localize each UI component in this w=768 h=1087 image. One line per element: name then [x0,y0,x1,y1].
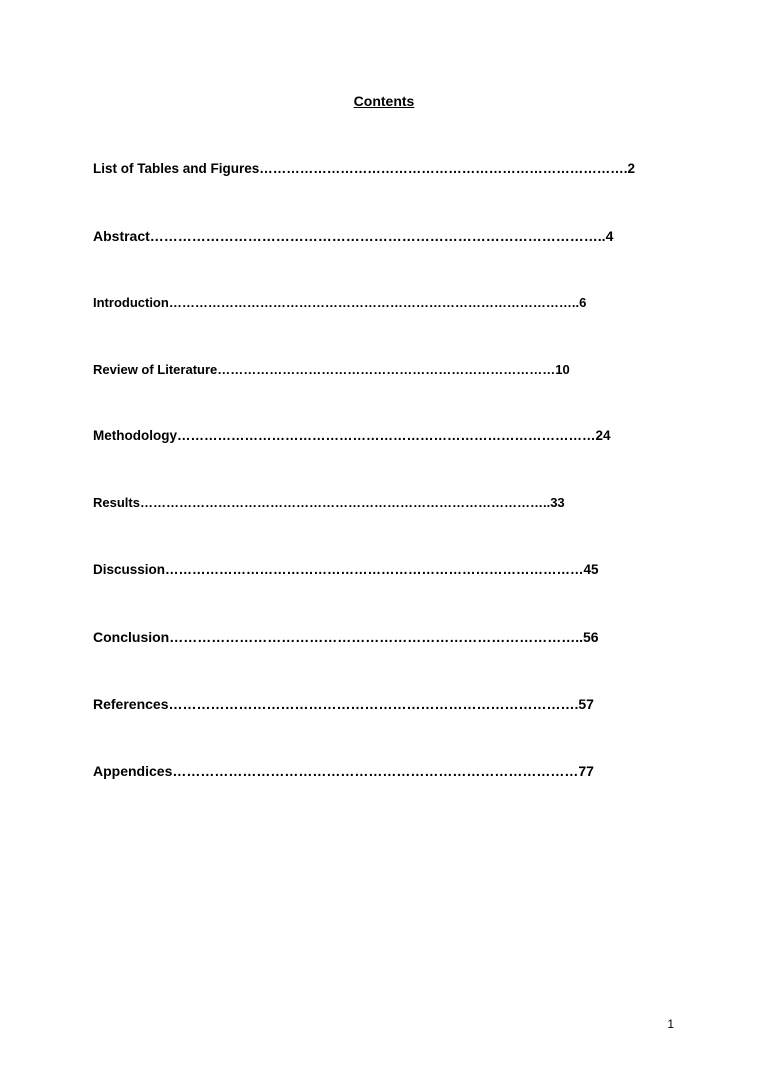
toc-entry [93,494,565,512]
toc-entry-leader: …………………………………………………………………… [217,362,556,377]
toc-entry-title: Review of Literature [93,362,218,377]
toc-entry-page: 57 [578,696,594,712]
toc-entry-title: Abstract [93,228,150,244]
toc-entry-title: Discussion [93,562,166,577]
toc-entry [93,160,635,178]
toc-entry-title: List of Tables and Figures [93,161,260,176]
toc-entry-page: 33 [550,495,565,510]
toc-entry [93,628,599,646]
toc-entry-title: Results [93,495,140,510]
toc-entry-title: Methodology [93,428,177,443]
toc-entry-page: 77 [578,763,594,779]
toc-entry-title: Appendices [93,763,173,779]
toc-entry-page: 2 [627,161,636,176]
toc-entry [93,561,599,579]
toc-entry-page: 45 [583,562,599,577]
toc-entry-leader: ………………………………………………………………………………….. [168,295,580,310]
toc-entry [93,361,570,379]
toc-entry-leader: …………………………………………………………………………….. [169,629,584,645]
toc-entry-leader: …………………………………………………………………………… [172,763,579,779]
toc-entry-leader: ………………………………………………………………………………….. [139,495,551,510]
toc-entry-leader: ………………………………………………………………………………… [177,428,596,443]
toc-entry-title: Introduction [93,295,169,310]
toc-entry-page: 6 [579,295,587,310]
toc-entry-leader: …………………………………………………………………………………….. [149,228,606,244]
toc-entry [93,762,594,780]
toc-entry-leader: ………………………………………………………………………………… [165,562,584,577]
toc-entry-page: 10 [555,362,570,377]
toc-entry-page: 4 [605,228,614,244]
toc-entry-title: References [93,696,169,712]
toc-entry-title: Conclusion [93,629,170,645]
toc-entry [93,227,613,245]
contents-heading: Contents [353,93,415,109]
toc-entry-leader: ………………………………………………………………………. [259,161,628,176]
page-number: 1 [667,1017,674,1031]
toc-entry-page: 24 [595,428,611,443]
toc-entry-leader: ……………………………………………………………………………. [168,696,579,712]
toc-entry-page: 56 [583,629,599,645]
toc-entry [93,294,586,312]
toc-entry [93,695,594,713]
toc-entry [93,427,611,445]
